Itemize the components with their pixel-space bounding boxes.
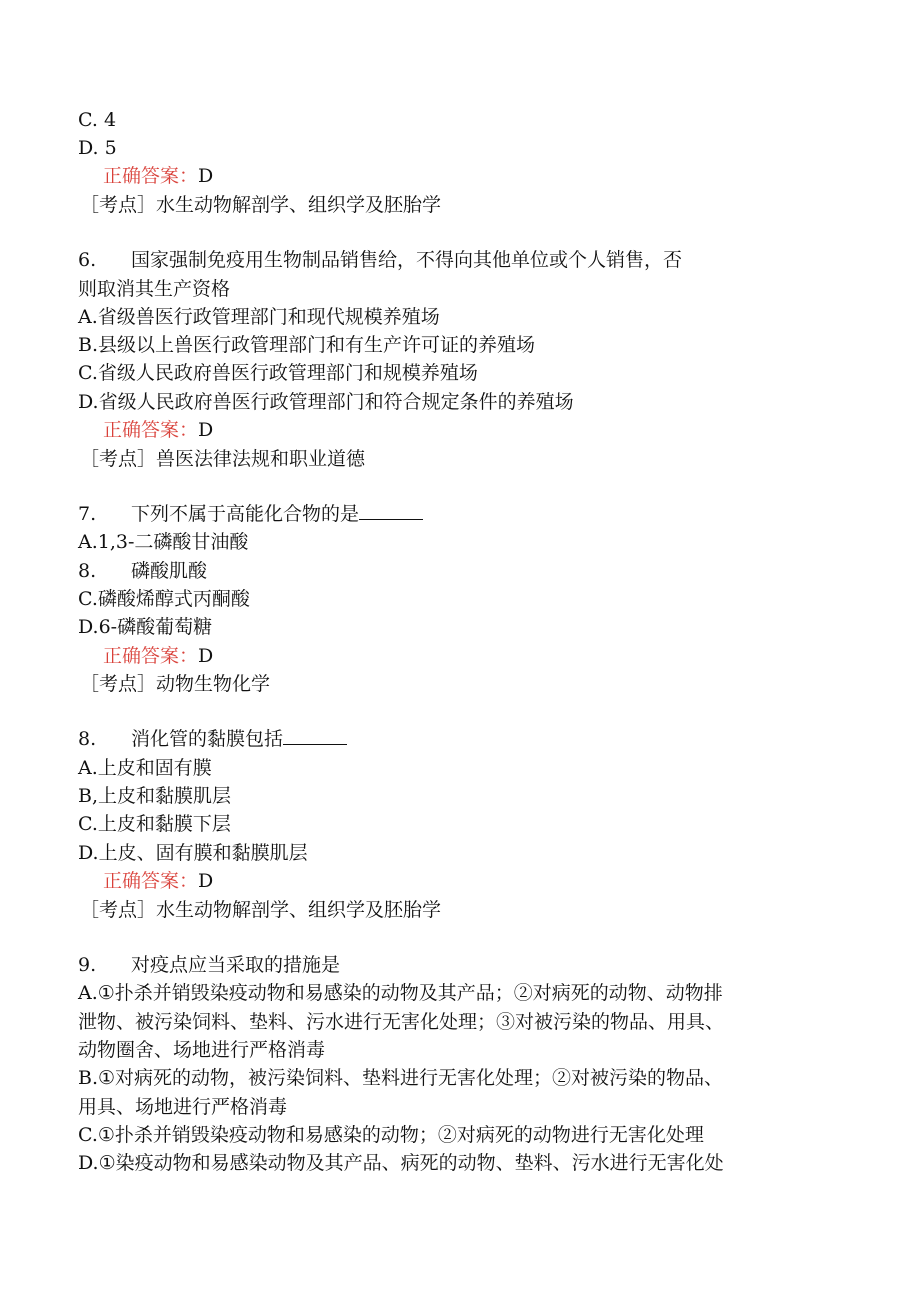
kaodian: ［考点］兽医法律法规和职业道德: [80, 448, 366, 470]
option-d: D.①染疫动物和易感染动物及其产品、病死的动物、垫料、污水进行无害化处: [78, 1152, 724, 1174]
question-6-stem-cont: 则取消其生产资格: [78, 278, 231, 300]
option-c: C.磷酸烯醇式丙酮酸: [78, 588, 250, 610]
option-c: C.①扑杀并销毁染疫动物和易感染的动物；②对病死的动物进行无害化处理: [78, 1124, 704, 1146]
kaodian: ［考点］水生动物解剖学、组织学及胚胎学: [80, 194, 442, 216]
option-b: B.①对病死的动物，被污染饲料、垫料进行无害化处理；②对被污染的物品、: [78, 1067, 724, 1089]
answer-value: D: [198, 645, 214, 667]
option-a-cont: 泄物、被污染饲料、垫料、污水进行无害化处理；③对被污染的物品、用具、: [78, 1011, 725, 1033]
question-number: 8.: [78, 728, 97, 750]
question-8-stem: [78, 725, 347, 753]
answer-blank: [283, 726, 347, 745]
option-d: D.6-磷酸葡萄糖: [78, 616, 213, 638]
answer-label: 正确答案：: [103, 870, 199, 892]
option-a: A.省级兽医行政管理部门和现代规模养殖场: [78, 306, 440, 328]
correct-answer: [103, 162, 213, 190]
option-b: B,上皮和黏膜肌层: [78, 785, 232, 807]
option-a: A.①扑杀并销毁染疫动物和易感染的动物及其产品；②对病死的动物、动物排: [78, 982, 723, 1004]
option-c: C.上皮和黏膜下层: [78, 813, 231, 835]
question-6-stem: [78, 246, 682, 274]
answer-value: D: [198, 419, 214, 441]
question-9-stem: [78, 951, 340, 979]
answer-label: 正确答案：: [103, 419, 199, 441]
option-a: A.上皮和固有膜: [78, 757, 212, 779]
option-d: D.上皮、固有膜和黏膜肌层: [78, 842, 308, 864]
option-a-cont: 动物圈舍、场地进行严格消毒: [78, 1039, 326, 1061]
option-b-cont: 用具、场地进行严格消毒: [78, 1096, 288, 1118]
option-text: 磷酸肌酸: [131, 560, 208, 582]
question-number: 7.: [78, 503, 97, 525]
question-text: 国家强制免疫用生物制品销售给，不得向其他单位或个人销售，否: [131, 249, 683, 271]
kaodian: ［考点］水生动物解剖学、组织学及胚胎学: [80, 899, 442, 921]
question-7-stem: [78, 500, 423, 528]
option-c: C.省级人民政府兽医行政管理部门和规模养殖场: [78, 362, 478, 384]
question-text: 对疫点应当采取的措施是: [131, 954, 341, 976]
question-text: 下列不属于高能化合物的是: [131, 503, 360, 525]
option-d: D. 5: [78, 137, 117, 159]
kaodian: ［考点］动物生物化学: [80, 673, 271, 695]
question-number: 9.: [78, 954, 97, 976]
answer-label: 正确答案：: [103, 165, 199, 187]
correct-answer: [103, 867, 213, 895]
option-b: B.县级以上兽医行政管理部门和有生产许可证的养殖场: [78, 334, 536, 356]
option-a: A.1,3-二磷酸甘油酸: [78, 531, 249, 553]
correct-answer: [103, 642, 213, 670]
question-number: 6.: [78, 249, 97, 271]
correct-answer: [103, 416, 213, 444]
option-d: D.省级人民政府兽医行政管理部门和符合规定条件的养殖场: [78, 391, 574, 413]
answer-label: 正确答案：: [103, 645, 199, 667]
question-text: 消化管的黏膜包括: [131, 728, 284, 750]
option-c: C. 4: [78, 109, 117, 131]
option-b: [78, 557, 207, 585]
answer-value: D: [198, 870, 214, 892]
option-number: 8.: [78, 560, 97, 582]
answer-value: D: [198, 165, 214, 187]
answer-blank: [359, 501, 423, 520]
